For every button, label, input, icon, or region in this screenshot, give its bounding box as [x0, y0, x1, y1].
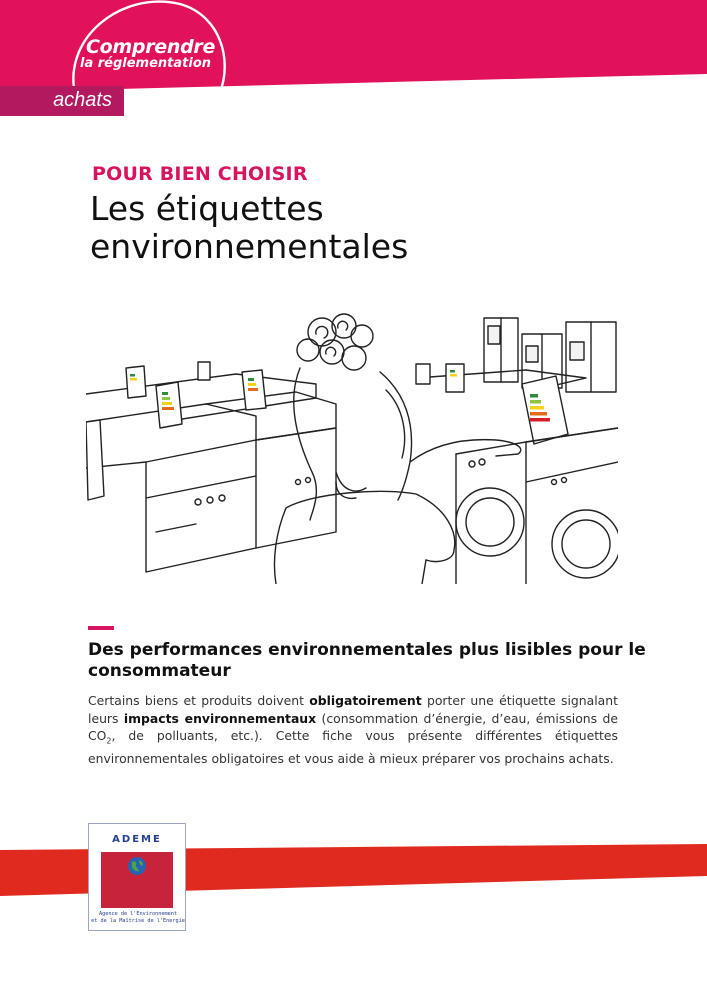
logo-caption-line1: Agence de l'Environnement: [98, 911, 178, 917]
back-counter-left: [86, 374, 316, 420]
logo-name: ADEME: [112, 834, 162, 845]
intro-bold-impacts: impacts environnementaux: [123, 710, 317, 726]
category-label: achats: [53, 89, 112, 111]
category-tab: [0, 86, 124, 116]
appliance-store-illustration: [86, 312, 618, 584]
intro-text-4: , de polluants, etc.). Cette fiche vous présente différentes étiquettes environnementales obligatoires et vous aide à mieux préparer vos prochains achats.: [88, 728, 618, 766]
fridge-energy-label: [488, 326, 500, 344]
logo-red-square: [101, 852, 173, 908]
intro-text-1: Certains biens et produits doivent: [88, 693, 310, 708]
accent-bar: [88, 626, 114, 630]
intro-text-2: porter une étiquette signalant leurs: [88, 693, 618, 726]
intro-bold-obligatoirement: obligatoirement: [309, 693, 422, 708]
series-subtitle: la réglementation: [80, 56, 212, 71]
woman-arm: [410, 440, 521, 462]
series-title: Comprendre: [86, 36, 216, 58]
logo-caption: [91, 911, 185, 925]
intro-paragraph: [88, 692, 618, 767]
section-heading: Des performances environnementales plus lisibles pour le consommateur: [88, 640, 646, 681]
co2-subscript: 2: [106, 736, 112, 746]
energy-label-signs: [86, 362, 568, 500]
ademe-logo: [88, 823, 186, 931]
logo-caption-line2: et de la Maîtrise de l'Energie: [91, 918, 185, 924]
globe-icon: [127, 856, 147, 876]
woman-sweater: [274, 491, 454, 584]
page-title: Les étiquettes environnementales: [90, 189, 409, 266]
intro-text-3: (consommation d’énergie, d’eau, émissions de CO: [88, 710, 618, 743]
kicker-heading: POUR BIEN CHOISIR: [92, 163, 308, 185]
dishwasher-middle: [206, 392, 336, 440]
